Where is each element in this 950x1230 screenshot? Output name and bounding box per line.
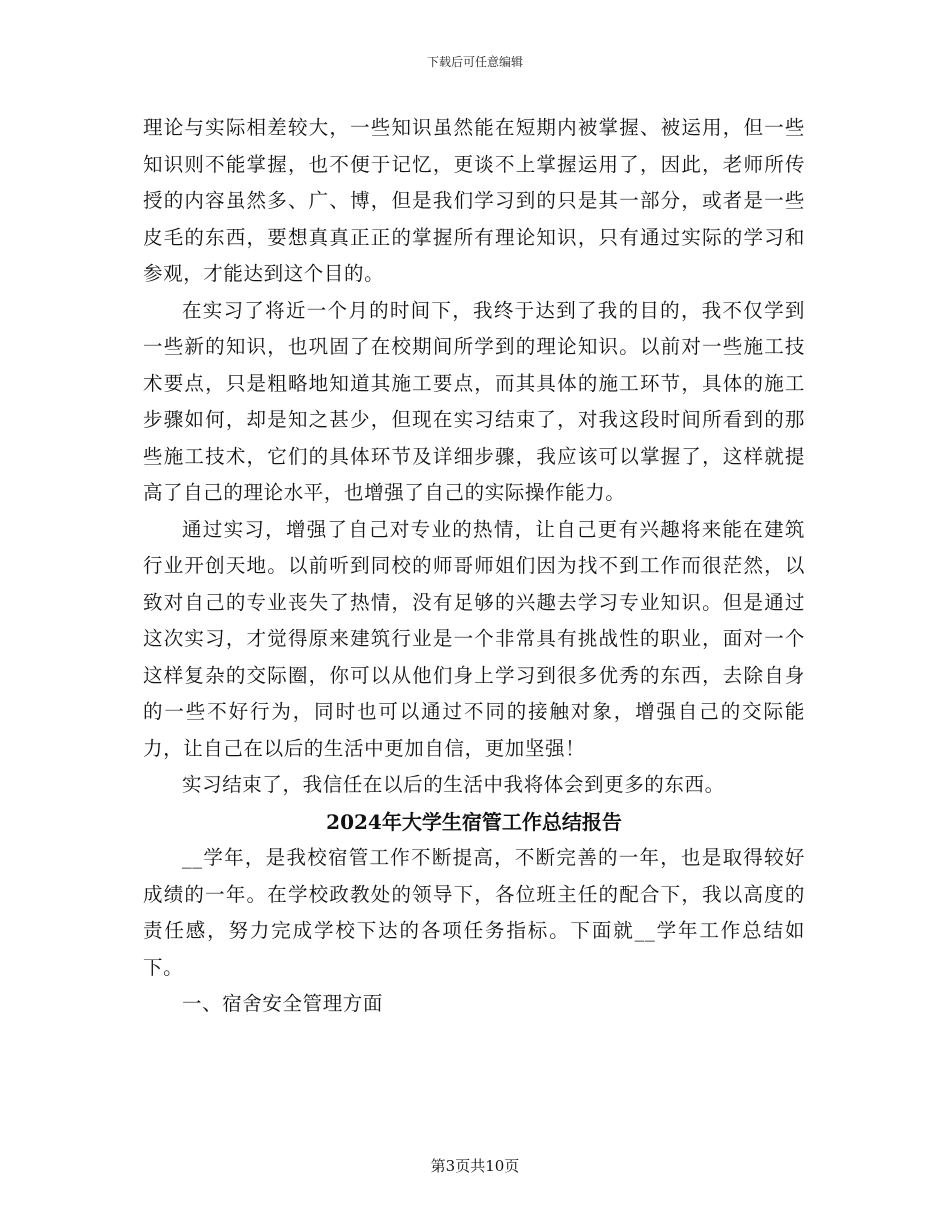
document-body [143,110,805,1023]
section-heading-1: 一、宿舍安全管理方面 [182,992,384,1015]
paragraph-4: 实习结束了，我信任在以后的生活中我将体会到更多的东西。 [182,773,725,796]
paragraph-5: __学年，是我校宿管工作不断提高，不断完善的一年，也是取得较好成绩的一年。在学校政教处的领导下，各位班主任的配合下，我以高度的责任感，努力完成学校下达的各项任务指标。下面就__学年工作总结如下。 [143,846,805,979]
paragraph-3: 通过实习，增强了自己对专业的热情，让自己更有兴趣将来能在建筑行业开创天地。以前听到同校的师哥师姐们因为找不到工作而很茫然，以致对自己的专业丧失了热情，没有足够的兴趣去学习专业知识。但是通过这次实习，才觉得原来建筑行业是一个非常具有挑战性的职业，面对一个这样复杂的交际圈，你可以从他们身上学习到很多优秀的东西，去除自身的一些不好行为，同时也可以通过不同的接触对象，增强自己的交际能力，让自己在以后的生活中更加自信，更加坚强！ [143,517,805,760]
page-footer: 第3页共10页 [430,1157,520,1175]
section-title: 2024年大学生宿管工作总结报告 [326,809,622,834]
paragraph-1: 理论与实际相差较大，一些知识虽然能在短期内被掌握、被运用，但一些知识则不能掌握，也不便于记忆，更谈不上掌握运用了，因此，老师所传授的内容虽然多、广、博，但是我们学习到的只是其一部分，或者是一些皮毛的东西，要想真真正正的掌握所有理论知识，只有通过实际的学习和参观，才能达到这个目的。 [143,116,805,285]
paragraph-2: 在实习了将近一个月的时间下，我终于达到了我的目的，我不仅学到一些新的知识，也巩固了在校期间所学到的理论知识。以前对一些施工技术要点，只是粗略地知道其施工要点，而其具体的施工环节，具体的施工步骤如何，却是知之甚少，但现在实习结束了，对我这段时间所看到的那些施工技术，它们的具体环节及详细步骤，我应该可以掌握了，这样就提高了自己的理论水平，也增强了自己的实际操作能力。 [143,298,805,504]
page-header: 下载后可任意编辑 [426,55,523,69]
